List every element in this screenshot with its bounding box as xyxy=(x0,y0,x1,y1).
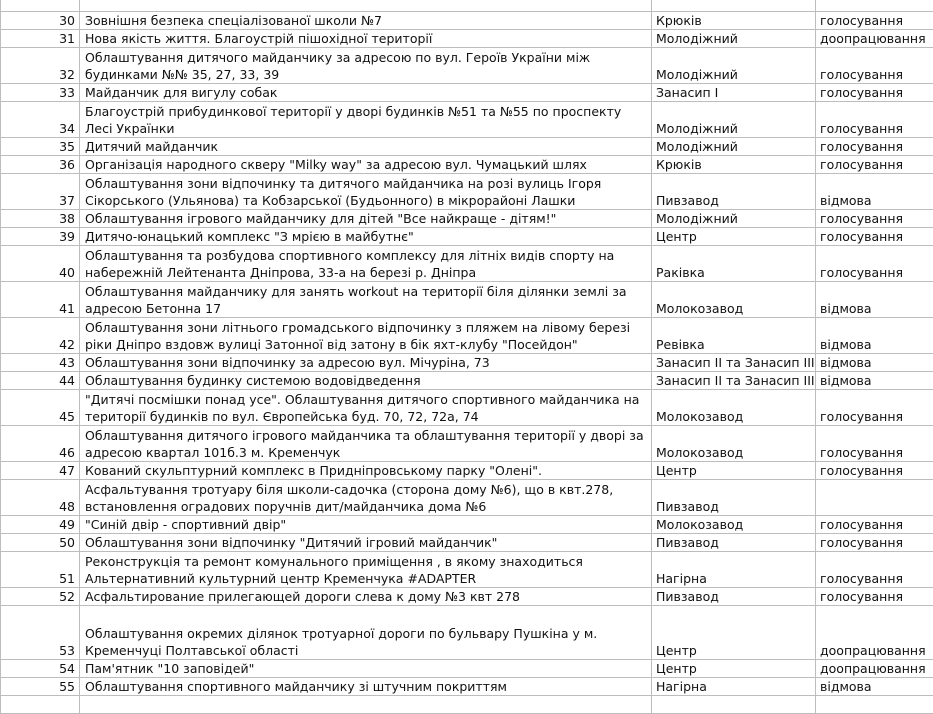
district-cell[interactable]: Нагірна xyxy=(652,552,816,588)
project-title-cell[interactable]: Дитячо-юнацький комплекс "З мрією в майбутнє" xyxy=(80,228,652,246)
row-number-cell[interactable]: 44 xyxy=(1,372,80,390)
table-row xyxy=(1,696,933,714)
row-number-cell[interactable]: 30 xyxy=(1,12,80,30)
row-number-cell[interactable]: 37 xyxy=(1,174,80,210)
district-cell[interactable]: Молодіжний xyxy=(652,48,816,84)
district-cell[interactable]: Пивзавод xyxy=(652,588,816,606)
status-cell[interactable]: голосування xyxy=(816,228,933,246)
table-row xyxy=(1,588,933,606)
table-row xyxy=(1,156,933,174)
status-cell[interactable]: голосування xyxy=(816,156,933,174)
row-number-cell[interactable] xyxy=(1,696,80,714)
status-cell[interactable]: відмова xyxy=(816,678,933,696)
row-number-cell[interactable]: 35 xyxy=(1,138,80,156)
project-title-cell[interactable]: Облаштування майданчику для занять workout на території біля ділянки землі за адресою Бетонна 17 xyxy=(80,282,652,318)
table-row xyxy=(1,678,933,696)
table-row xyxy=(1,138,933,156)
table-row xyxy=(1,0,933,12)
project-title-cell[interactable]: Облаштування спортивного майданчику зі штучним покриттям xyxy=(80,678,652,696)
status-cell[interactable]: голосування xyxy=(816,426,933,462)
project-title-cell[interactable] xyxy=(80,0,652,12)
project-title-cell[interactable]: Облаштування окремих ділянок тротуарної дороги по бульвару Пушкіна у м. Кременчуці Полтавської області xyxy=(80,606,652,660)
row-number-cell[interactable]: 41 xyxy=(1,282,80,318)
district-cell[interactable]: Занасип ІІ та Занасип ІІІ xyxy=(652,354,816,372)
project-title-cell[interactable]: Пам'ятник "10 заповідей" xyxy=(80,660,652,678)
district-cell[interactable]: Молокозавод xyxy=(652,516,816,534)
table-row xyxy=(1,12,933,30)
row-number-cell[interactable]: 43 xyxy=(1,354,80,372)
status-cell[interactable]: доопрацювання xyxy=(816,606,933,660)
status-cell[interactable]: доопрацювання xyxy=(816,660,933,678)
row-number-cell[interactable]: 52 xyxy=(1,588,80,606)
table-row xyxy=(1,462,933,480)
row-number-cell[interactable]: 53 xyxy=(1,606,80,660)
project-title-cell[interactable]: Облаштування дитячого майданчику за адресою по вул. Героїв України між будинками №№ 35, 27, 33, 39 xyxy=(80,48,652,84)
project-title-cell[interactable]: Асфальтування тротуару біля школи-садочка (сторона дому №6), що в квт.278, встановлення оградових поручнів дит/майданчика дома №6 xyxy=(80,480,652,516)
row-number-cell[interactable]: 46 xyxy=(1,426,80,462)
status-cell[interactable]: голосування xyxy=(816,534,933,552)
status-cell[interactable]: відмова xyxy=(816,372,933,390)
status-cell[interactable]: голосування xyxy=(816,552,933,588)
status-cell[interactable]: голосування xyxy=(816,390,933,426)
project-title-cell[interactable]: Облаштування будинку системою водовідведення xyxy=(80,372,652,390)
table-row xyxy=(1,534,933,552)
table-row xyxy=(1,84,933,102)
table-row xyxy=(1,246,933,282)
project-title-cell[interactable]: Облаштування зони літнього громадського відпочинку з пляжем на лівому березі ріки Дніпро вздовж вулиці Затонної від затону в бік яхт-клубу "Посейдон" xyxy=(80,318,652,354)
table-row xyxy=(1,552,933,588)
row-number-cell[interactable]: 32 xyxy=(1,48,80,84)
status-cell[interactable]: голосування xyxy=(816,588,933,606)
district-cell[interactable]: Молокозавод xyxy=(652,426,816,462)
project-title-cell[interactable]: "Дитячі посмішки понад усе". Облаштування дитячого спортивного майданчика на території будинків по вул. Європейська буд. 70, 72, 72а, 74 xyxy=(80,390,652,426)
project-title-cell[interactable]: Облаштування та розбудова спортивного комплексу для літніх видів спорту на набережній Лейтенанта Дніпрова, 33-а на березі р. Дніпра xyxy=(80,246,652,282)
district-cell[interactable]: Молодіжний xyxy=(652,138,816,156)
status-cell[interactable]: голосування xyxy=(816,246,933,282)
status-cell[interactable]: голосування xyxy=(816,516,933,534)
project-title-cell[interactable]: Кований скульптурний комплекс в Придніпровському парку "Олені". xyxy=(80,462,652,480)
status-cell[interactable]: голосування xyxy=(816,12,933,30)
status-cell[interactable]: доопрацювання xyxy=(816,30,933,48)
project-title-cell[interactable]: Асфальтирование прилегающей дороги слева к дому №3 квт 278 xyxy=(80,588,652,606)
district-cell[interactable]: Пивзавод xyxy=(652,174,816,210)
district-cell[interactable]: Ревівка xyxy=(652,318,816,354)
status-cell[interactable]: голосування xyxy=(816,462,933,480)
project-title-cell[interactable]: Майданчик для вигулу собак xyxy=(80,84,652,102)
table-row xyxy=(1,372,933,390)
table-row xyxy=(1,516,933,534)
table-row xyxy=(1,318,933,354)
project-title-cell[interactable]: Облаштування ігрового майданчику для дітей "Все найкраще - дітям!" xyxy=(80,210,652,228)
status-cell[interactable] xyxy=(816,696,933,714)
projects-table-body xyxy=(1,0,933,714)
project-title-cell[interactable]: Реконструкція та ремонт комунального приміщення , в якому знаходиться Альтернативний культурний центр Кременчука #ADAPTER xyxy=(80,552,652,588)
status-cell[interactable]: відмова xyxy=(816,282,933,318)
table-row xyxy=(1,228,933,246)
table-row xyxy=(1,426,933,462)
row-number-cell[interactable]: 47 xyxy=(1,462,80,480)
table-row xyxy=(1,660,933,678)
table-row xyxy=(1,282,933,318)
table-row xyxy=(1,30,933,48)
district-cell[interactable]: Пивзавод xyxy=(652,480,816,516)
row-number-cell[interactable]: 40 xyxy=(1,246,80,282)
table-row xyxy=(1,354,933,372)
status-cell[interactable]: відмова xyxy=(816,354,933,372)
status-cell[interactable]: відмова xyxy=(816,318,933,354)
row-number-cell[interactable]: 51 xyxy=(1,552,80,588)
project-title-cell[interactable]: Благоустрій прибудинкової території у дворі будинків №51 та №55 по проспекту Лесі Українки xyxy=(80,102,652,138)
district-cell[interactable] xyxy=(652,696,816,714)
project-title-cell[interactable]: Облаштування зони відпочинку та дитячого майданчика на розі вулиць Ігоря Сікорського (Ульянова) та Кобзарської (Будьонного) в мікрорайоні Лашки xyxy=(80,174,652,210)
district-cell[interactable]: Раківка xyxy=(652,246,816,282)
status-cell[interactable]: голосування xyxy=(816,138,933,156)
status-cell[interactable]: голосування xyxy=(816,48,933,84)
row-number-cell[interactable]: 36 xyxy=(1,156,80,174)
status-cell[interactable] xyxy=(816,0,933,12)
district-cell[interactable]: Крюків xyxy=(652,156,816,174)
district-cell[interactable]: Центр xyxy=(652,606,816,660)
district-cell[interactable]: Нагірна xyxy=(652,678,816,696)
district-cell[interactable]: Молодіжний xyxy=(652,102,816,138)
row-number-cell[interactable]: 38 xyxy=(1,210,80,228)
project-title-cell[interactable]: Облаштування зони відпочинку "Дитячий ігровий майданчик" xyxy=(80,534,652,552)
row-number-cell[interactable]: 31 xyxy=(1,30,80,48)
district-cell[interactable]: Центр xyxy=(652,228,816,246)
row-number-cell[interactable]: 33 xyxy=(1,84,80,102)
status-cell[interactable] xyxy=(816,480,933,516)
district-cell[interactable]: Занасип ІІ та Занасип ІІІ xyxy=(652,372,816,390)
table-row xyxy=(1,102,933,138)
district-cell[interactable]: Пивзавод xyxy=(652,534,816,552)
district-cell[interactable]: Молокозавод xyxy=(652,390,816,426)
row-number-cell[interactable]: 48 xyxy=(1,480,80,516)
district-cell[interactable]: Занасип І xyxy=(652,84,816,102)
project-title-cell[interactable]: Облаштування зони відпочинку за адресою вул. Мічуріна, 73 xyxy=(80,354,652,372)
row-number-cell[interactable] xyxy=(1,0,80,12)
row-number-cell[interactable]: 34 xyxy=(1,102,80,138)
project-title-cell[interactable]: Зовнішня безпека спеціалізованої школи №7 xyxy=(80,12,652,30)
district-cell[interactable] xyxy=(652,0,816,12)
table-row xyxy=(1,48,933,84)
table-row xyxy=(1,210,933,228)
district-cell[interactable]: Центр xyxy=(652,660,816,678)
table-row xyxy=(1,174,933,210)
table-row xyxy=(1,480,933,516)
row-number-cell[interactable]: 45 xyxy=(1,390,80,426)
project-title-cell[interactable]: Дитячий майданчик xyxy=(80,138,652,156)
table-row xyxy=(1,390,933,426)
project-title-cell[interactable]: Нова якість життя. Благоустрій пішохідної території xyxy=(80,30,652,48)
row-number-cell[interactable]: 50 xyxy=(1,534,80,552)
row-number-cell[interactable]: 54 xyxy=(1,660,80,678)
project-title-cell[interactable] xyxy=(80,696,652,714)
row-number-cell[interactable]: 39 xyxy=(1,228,80,246)
district-cell[interactable]: Молодіжний xyxy=(652,210,816,228)
row-number-cell[interactable]: 49 xyxy=(1,516,80,534)
project-title-cell[interactable]: "Синій двір - спортивний двір" xyxy=(80,516,652,534)
district-cell[interactable]: Крюків xyxy=(652,12,816,30)
status-cell[interactable]: голосування xyxy=(816,210,933,228)
status-cell[interactable]: відмова xyxy=(816,174,933,210)
status-cell[interactable]: голосування xyxy=(816,84,933,102)
district-cell[interactable]: Молодіжний xyxy=(652,30,816,48)
project-title-cell[interactable]: Організація народного скверу "Milky way" за адресою вул. Чумацький шлях xyxy=(80,156,652,174)
project-title-cell[interactable]: Облаштування дитячого ігрового майданчика та облаштування території у дворі за адресою квартал 101б.3 м. Кременчук xyxy=(80,426,652,462)
table-row xyxy=(1,606,933,660)
row-number-cell[interactable]: 42 xyxy=(1,318,80,354)
district-cell[interactable]: Центр xyxy=(652,462,816,480)
district-cell[interactable]: Молокозавод xyxy=(652,282,816,318)
status-cell[interactable]: голосування xyxy=(816,102,933,138)
row-number-cell[interactable]: 55 xyxy=(1,678,80,696)
